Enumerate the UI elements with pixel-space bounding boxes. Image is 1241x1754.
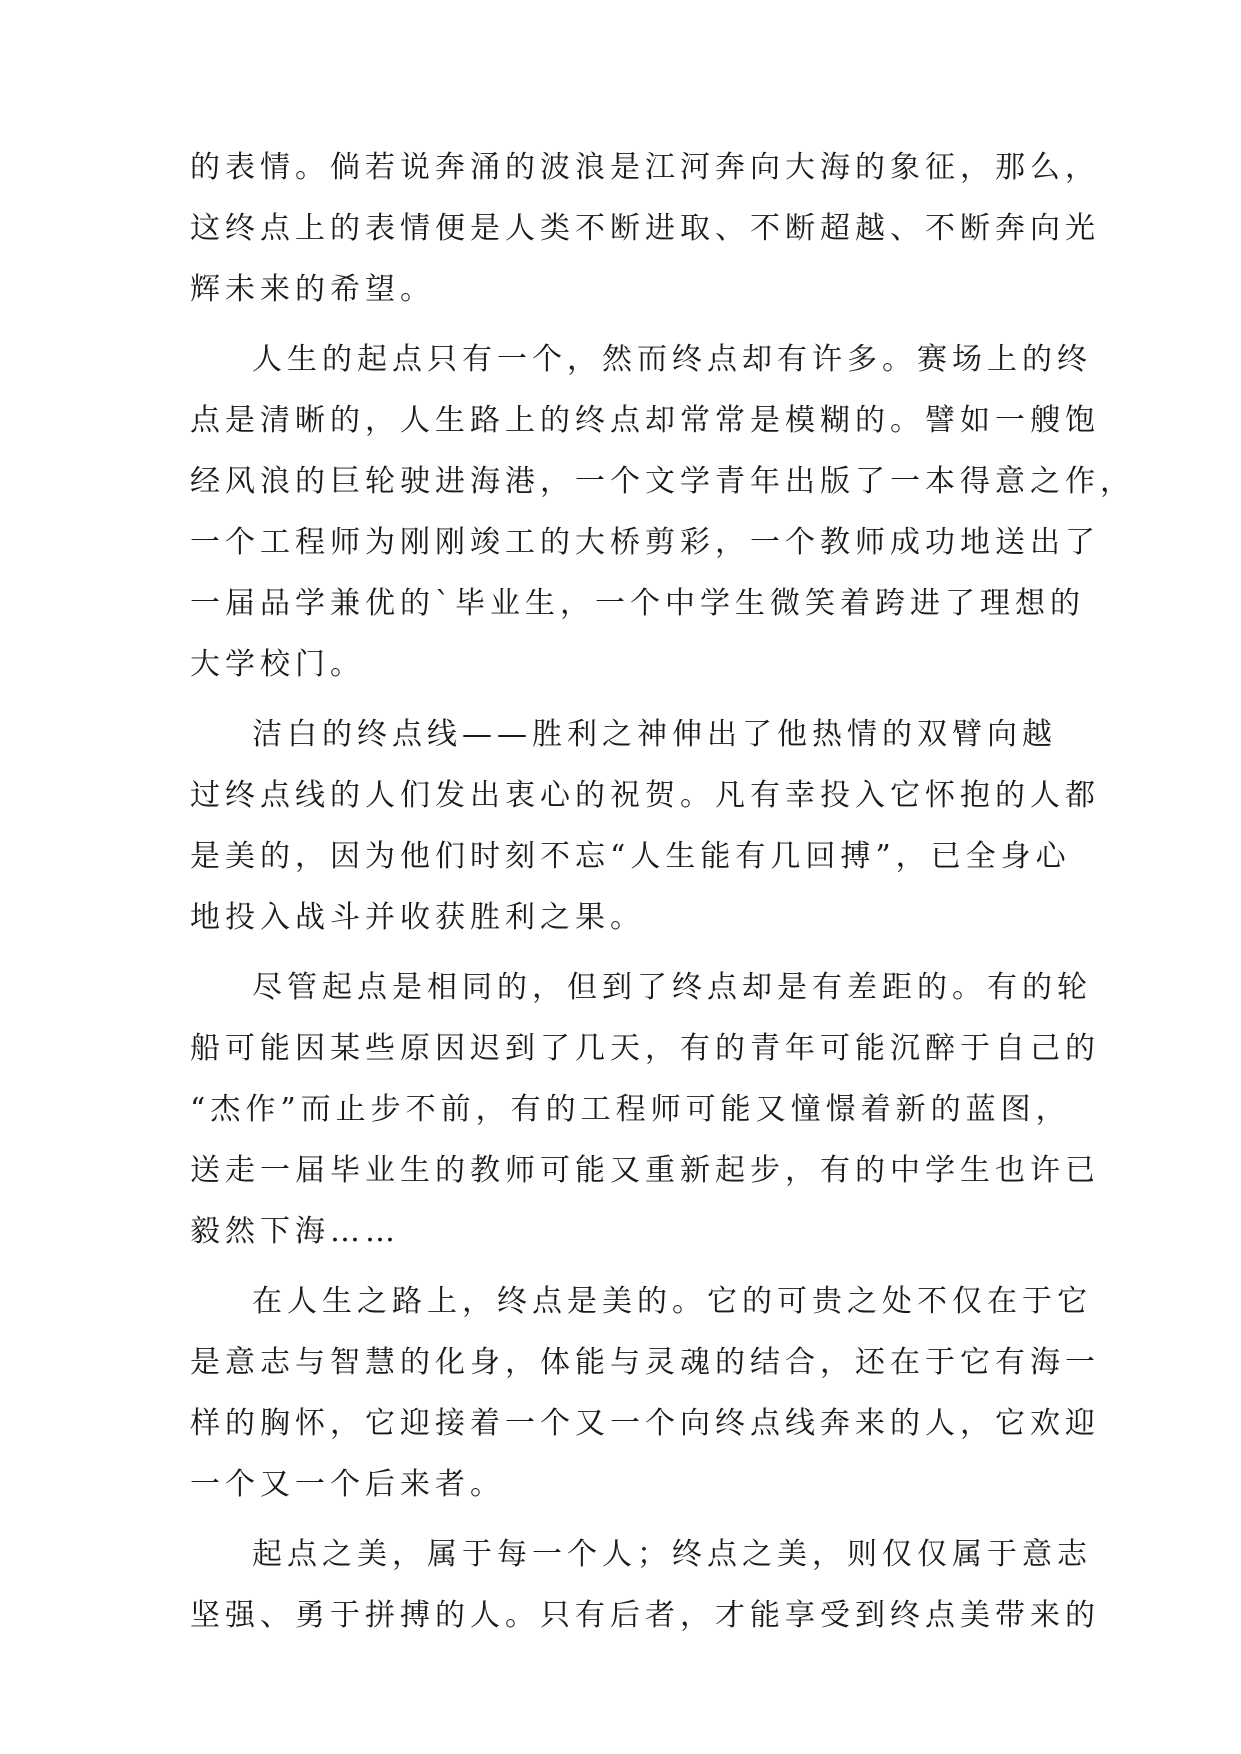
text-line: 坚强、勇于拼搏的人。只有后者，才能享受到终点美带来的 [190,1598,1100,1633]
text-line: 一个工程师为刚刚竣工的大桥剪彩，一个教师成功地送出了 [190,525,1100,560]
text-line: 送走一届毕业生的教师可能又重新起步，有的中学生也许已 [190,1153,1100,1188]
text-line: 一个又一个后来者。 [190,1467,505,1502]
text-line: 尽管起点是相同的，但到了终点却是有差距的。有的轮 [252,970,1092,1005]
text-line: 这终点上的表情便是人类不断进取、不断超越、不断奔向光 [190,211,1100,246]
text-line: 人生的起点只有一个，然而终点却有许多。赛场上的终 [252,342,1092,377]
text-line: 辉未来的希望。 [190,272,435,307]
text-line: 起点之美，属于每一个人；终点之美，则仅仅属于意志 [252,1537,1092,1572]
text-line: 经风浪的巨轮驶进海港，一个文学青年出版了一本得意之作， [190,464,1135,499]
text-line: 大学校门。 [190,647,365,682]
text-line: 是美的，因为他们时刻不忘“人生能有几回搏”，已全身心 [190,839,1071,874]
text-line: 在人生之路上，终点是美的。它的可贵之处不仅在于它 [252,1284,1092,1319]
text-line: 地投入战斗并收获胜利之果。 [190,900,645,935]
text-line: 样的胸怀，它迎接着一个又一个向终点线奔来的人，它欢迎 [190,1406,1100,1441]
text-line: “杰作”而止步不前，有的工程师可能又憧憬着新的蓝图， [190,1092,1071,1127]
text-line: 点是清晰的，人生路上的终点却常常是模糊的。譬如一艘饱 [190,403,1100,438]
text-line: 过终点线的人们发出衷心的祝贺。凡有幸投入它怀抱的人都 [190,778,1100,813]
text-line: 是意志与智慧的化身，体能与灵魂的结合，还在于它有海一 [190,1345,1100,1380]
text-line: 船可能因某些原因迟到了几天，有的青年可能沉醉于自己的 [190,1031,1100,1066]
text-line: 的表情。倘若说奔涌的波浪是江河奔向大海的象征，那么， [190,150,1100,185]
text-line: 毅然下海…… [190,1214,400,1249]
text-line: 一届品学兼优的`毕业生，一个中学生微笑着跨进了理想的 [190,586,1085,621]
text-line: 洁白的终点线——胜利之神伸出了他热情的双臂向越 [252,717,1057,752]
